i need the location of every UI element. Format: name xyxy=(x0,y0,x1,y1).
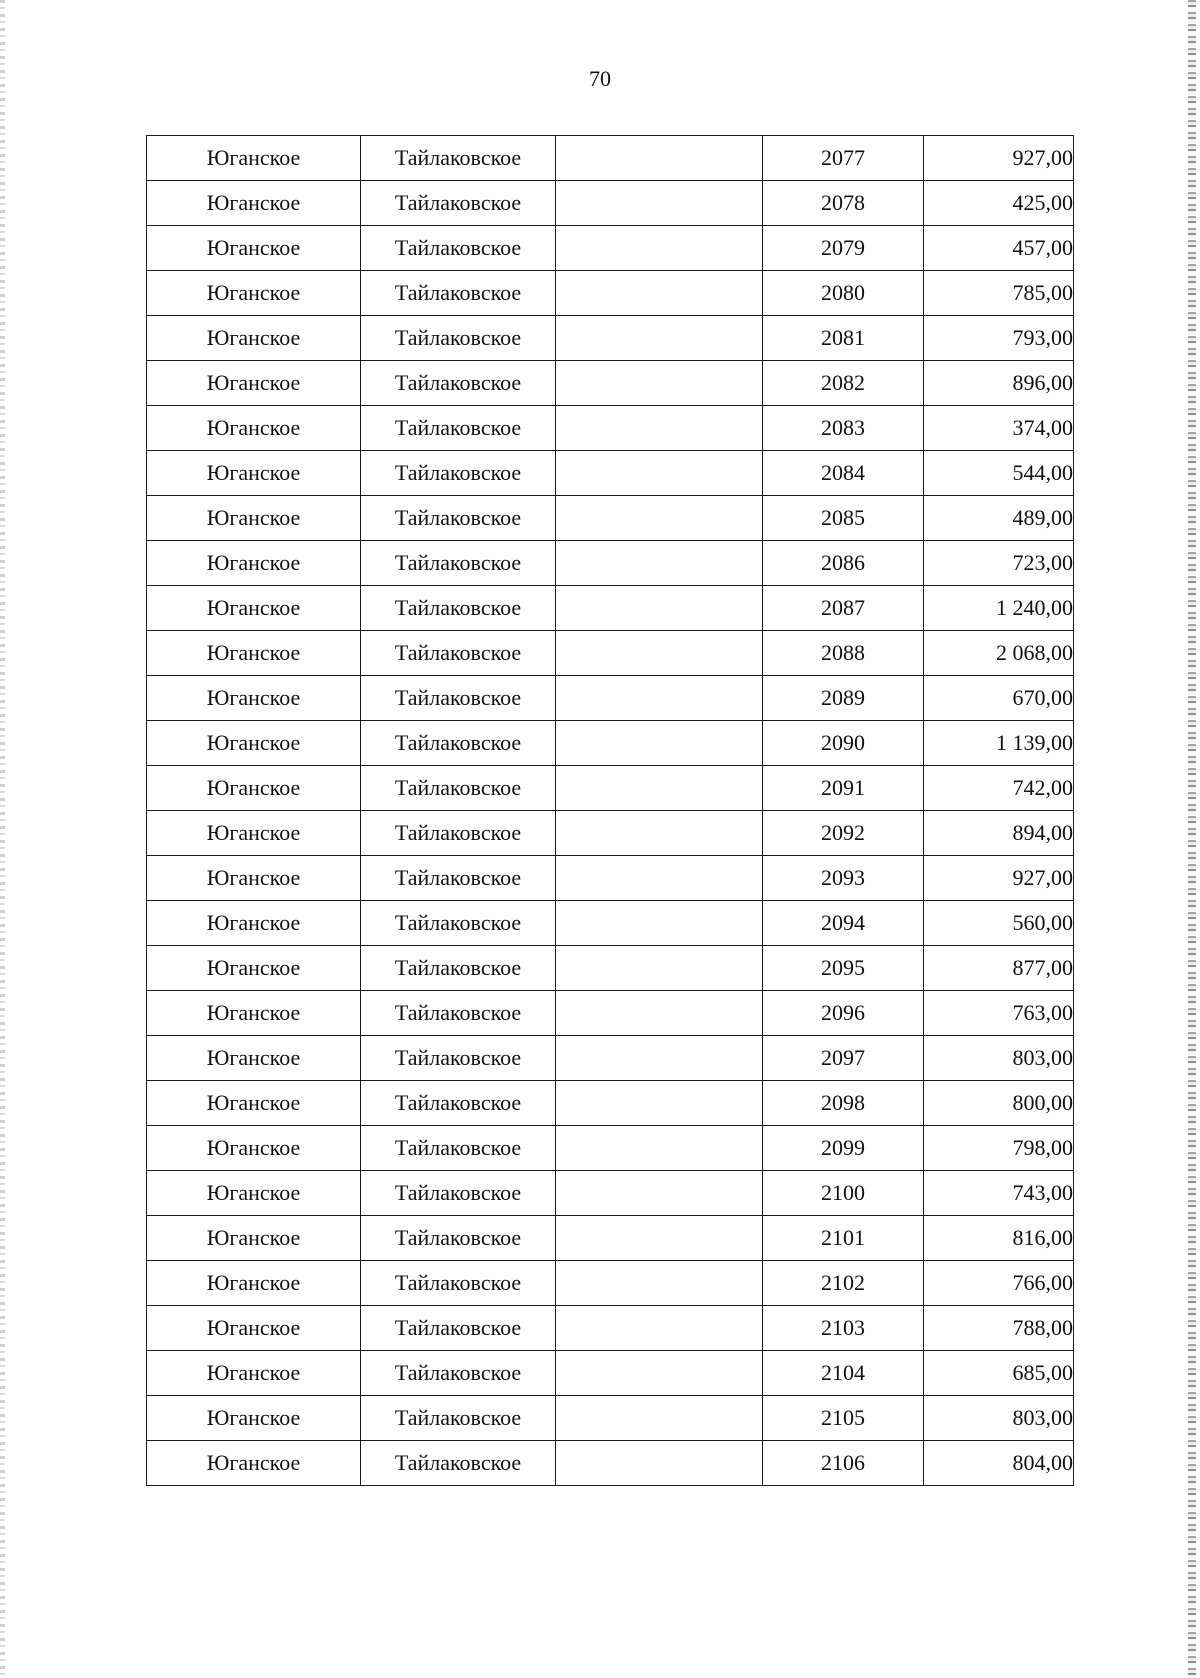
cell-empty xyxy=(556,271,763,316)
cell-field: Юганское xyxy=(147,226,361,271)
table-row xyxy=(147,181,1074,226)
cell-number: 2082 xyxy=(763,361,924,406)
cell-field: Юганское xyxy=(147,1171,361,1216)
cell-value: 877,00 xyxy=(924,946,1074,991)
page-number: 70 xyxy=(589,66,611,91)
cell-field: Юганское xyxy=(147,631,361,676)
scan-edge-left xyxy=(0,0,5,1678)
table-row xyxy=(147,136,1074,181)
cell-field: Юганское xyxy=(147,136,361,181)
cell-field: Юганское xyxy=(147,811,361,856)
cell-empty xyxy=(556,676,763,721)
cell-value: 803,00 xyxy=(924,1036,1074,1081)
cell-field: Юганское xyxy=(147,766,361,811)
cell-number: 2099 xyxy=(763,1126,924,1171)
cell-number: 2096 xyxy=(763,991,924,1036)
cell-value: 798,00 xyxy=(924,1126,1074,1171)
table-row xyxy=(147,1441,1074,1486)
table-row xyxy=(147,631,1074,676)
cell-area: Тайлаковское xyxy=(361,991,556,1036)
cell-number: 2078 xyxy=(763,181,924,226)
cell-field: Юганское xyxy=(147,1441,361,1486)
cell-value: 766,00 xyxy=(924,1261,1074,1306)
cell-area: Тайлаковское xyxy=(361,901,556,946)
cell-value: 803,00 xyxy=(924,1396,1074,1441)
registry-table xyxy=(146,135,1074,1486)
cell-value: 800,00 xyxy=(924,1081,1074,1126)
table-row xyxy=(147,1261,1074,1306)
cell-value: 742,00 xyxy=(924,766,1074,811)
cell-empty xyxy=(556,1126,763,1171)
cell-empty xyxy=(556,1351,763,1396)
cell-area: Тайлаковское xyxy=(361,946,556,991)
cell-empty xyxy=(556,1261,763,1306)
table-row xyxy=(147,721,1074,766)
cell-number: 2102 xyxy=(763,1261,924,1306)
cell-number: 2081 xyxy=(763,316,924,361)
cell-value: 1 139,00 xyxy=(924,721,1074,766)
cell-number: 2089 xyxy=(763,676,924,721)
cell-field: Юганское xyxy=(147,316,361,361)
cell-field: Юганское xyxy=(147,451,361,496)
cell-value: 804,00 xyxy=(924,1441,1074,1486)
cell-field: Юганское xyxy=(147,1216,361,1261)
cell-number: 2100 xyxy=(763,1171,924,1216)
table-row xyxy=(147,1081,1074,1126)
cell-number: 2093 xyxy=(763,856,924,901)
cell-field: Юганское xyxy=(147,1351,361,1396)
cell-number: 2085 xyxy=(763,496,924,541)
cell-value: 896,00 xyxy=(924,361,1074,406)
cell-empty xyxy=(556,901,763,946)
cell-value: 927,00 xyxy=(924,856,1074,901)
table-row xyxy=(147,676,1074,721)
cell-empty xyxy=(556,811,763,856)
cell-number: 2077 xyxy=(763,136,924,181)
table-row xyxy=(147,1306,1074,1351)
cell-area: Тайлаковское xyxy=(361,496,556,541)
cell-field: Юганское xyxy=(147,676,361,721)
cell-empty xyxy=(556,406,763,451)
cell-number: 2106 xyxy=(763,1441,924,1486)
cell-number: 2088 xyxy=(763,631,924,676)
cell-number: 2086 xyxy=(763,541,924,586)
cell-number: 2084 xyxy=(763,451,924,496)
cell-empty xyxy=(556,226,763,271)
cell-empty xyxy=(556,181,763,226)
cell-area: Тайлаковское xyxy=(361,316,556,361)
cell-empty xyxy=(556,1216,763,1261)
cell-value: 793,00 xyxy=(924,316,1074,361)
table-row xyxy=(147,1216,1074,1261)
cell-empty xyxy=(556,1171,763,1216)
scan-edge-right xyxy=(1188,0,1196,1678)
cell-field: Юганское xyxy=(147,991,361,1036)
cell-area: Тайлаковское xyxy=(361,541,556,586)
cell-field: Юганское xyxy=(147,1126,361,1171)
cell-field: Юганское xyxy=(147,496,361,541)
cell-value: 816,00 xyxy=(924,1216,1074,1261)
cell-empty xyxy=(556,1441,763,1486)
cell-area: Тайлаковское xyxy=(361,766,556,811)
cell-empty xyxy=(556,1081,763,1126)
cell-empty xyxy=(556,496,763,541)
cell-number: 2101 xyxy=(763,1216,924,1261)
cell-number: 2105 xyxy=(763,1396,924,1441)
cell-field: Юганское xyxy=(147,901,361,946)
cell-value: 457,00 xyxy=(924,226,1074,271)
cell-value: 374,00 xyxy=(924,406,1074,451)
table-row xyxy=(147,1351,1074,1396)
table-row xyxy=(147,586,1074,631)
cell-area: Тайлаковское xyxy=(361,1216,556,1261)
cell-field: Юганское xyxy=(147,1261,361,1306)
cell-area: Тайлаковское xyxy=(361,406,556,451)
cell-empty xyxy=(556,721,763,766)
table-row xyxy=(147,856,1074,901)
cell-area: Тайлаковское xyxy=(361,361,556,406)
cell-field: Юганское xyxy=(147,1081,361,1126)
cell-empty xyxy=(556,1306,763,1351)
table-row xyxy=(147,361,1074,406)
cell-value: 788,00 xyxy=(924,1306,1074,1351)
cell-number: 2095 xyxy=(763,946,924,991)
table-row xyxy=(147,1036,1074,1081)
cell-number: 2092 xyxy=(763,811,924,856)
cell-field: Юганское xyxy=(147,1396,361,1441)
cell-area: Тайлаковское xyxy=(361,1171,556,1216)
table-row xyxy=(147,316,1074,361)
cell-number: 2103 xyxy=(763,1306,924,1351)
cell-number: 2104 xyxy=(763,1351,924,1396)
cell-area: Тайлаковское xyxy=(361,181,556,226)
table-row xyxy=(147,766,1074,811)
cell-value: 1 240,00 xyxy=(924,586,1074,631)
table-row xyxy=(147,991,1074,1036)
cell-empty xyxy=(556,631,763,676)
cell-value: 743,00 xyxy=(924,1171,1074,1216)
cell-field: Юганское xyxy=(147,406,361,451)
cell-field: Юганское xyxy=(147,586,361,631)
cell-area: Тайлаковское xyxy=(361,1396,556,1441)
cell-area: Тайлаковское xyxy=(361,676,556,721)
cell-empty xyxy=(556,1036,763,1081)
cell-empty xyxy=(556,136,763,181)
cell-empty xyxy=(556,451,763,496)
cell-value: 927,00 xyxy=(924,136,1074,181)
cell-value: 785,00 xyxy=(924,271,1074,316)
cell-field: Юганское xyxy=(147,856,361,901)
cell-number: 2091 xyxy=(763,766,924,811)
cell-value: 685,00 xyxy=(924,1351,1074,1396)
table-row xyxy=(147,496,1074,541)
cell-field: Юганское xyxy=(147,721,361,766)
cell-value: 763,00 xyxy=(924,991,1074,1036)
cell-area: Тайлаковское xyxy=(361,586,556,631)
cell-area: Тайлаковское xyxy=(361,271,556,316)
cell-number: 2080 xyxy=(763,271,924,316)
table-row xyxy=(147,271,1074,316)
table-row xyxy=(147,451,1074,496)
cell-value: 560,00 xyxy=(924,901,1074,946)
cell-value: 723,00 xyxy=(924,541,1074,586)
cell-area: Тайлаковское xyxy=(361,1126,556,1171)
table-row xyxy=(147,901,1074,946)
cell-field: Юганское xyxy=(147,361,361,406)
cell-number: 2079 xyxy=(763,226,924,271)
cell-number: 2094 xyxy=(763,901,924,946)
registry-table-body xyxy=(147,136,1074,1486)
cell-empty xyxy=(556,316,763,361)
table-row xyxy=(147,946,1074,991)
cell-value: 894,00 xyxy=(924,811,1074,856)
cell-empty xyxy=(556,361,763,406)
cell-empty xyxy=(556,946,763,991)
cell-number: 2083 xyxy=(763,406,924,451)
table-row xyxy=(147,1126,1074,1171)
cell-area: Тайлаковское xyxy=(361,1081,556,1126)
cell-value: 2 068,00 xyxy=(924,631,1074,676)
table-row xyxy=(147,541,1074,586)
cell-field: Юганское xyxy=(147,541,361,586)
cell-area: Тайлаковское xyxy=(361,1351,556,1396)
cell-number: 2097 xyxy=(763,1036,924,1081)
cell-field: Юганское xyxy=(147,271,361,316)
cell-area: Тайлаковское xyxy=(361,856,556,901)
table-row xyxy=(147,1171,1074,1216)
cell-empty xyxy=(556,766,763,811)
cell-area: Тайлаковское xyxy=(361,1441,556,1486)
cell-number: 2090 xyxy=(763,721,924,766)
cell-area: Тайлаковское xyxy=(361,721,556,766)
cell-value: 544,00 xyxy=(924,451,1074,496)
cell-number: 2087 xyxy=(763,586,924,631)
cell-value: 670,00 xyxy=(924,676,1074,721)
cell-field: Юганское xyxy=(147,1306,361,1351)
table-row xyxy=(147,1396,1074,1441)
cell-empty xyxy=(556,856,763,901)
cell-number: 2098 xyxy=(763,1081,924,1126)
cell-empty xyxy=(556,541,763,586)
cell-empty xyxy=(556,1396,763,1441)
cell-field: Юганское xyxy=(147,181,361,226)
cell-area: Тайлаковское xyxy=(361,811,556,856)
cell-area: Тайлаковское xyxy=(361,1261,556,1306)
table-row xyxy=(147,226,1074,271)
cell-empty xyxy=(556,586,763,631)
cell-area: Тайлаковское xyxy=(361,1306,556,1351)
cell-area: Тайлаковское xyxy=(361,1036,556,1081)
cell-area: Тайлаковское xyxy=(361,631,556,676)
cell-value: 489,00 xyxy=(924,496,1074,541)
cell-field: Юганское xyxy=(147,1036,361,1081)
table-row xyxy=(147,406,1074,451)
cell-area: Тайлаковское xyxy=(361,136,556,181)
cell-field: Юганское xyxy=(147,946,361,991)
table-row xyxy=(147,811,1074,856)
cell-value: 425,00 xyxy=(924,181,1074,226)
cell-area: Тайлаковское xyxy=(361,451,556,496)
cell-empty xyxy=(556,991,763,1036)
cell-area: Тайлаковское xyxy=(361,226,556,271)
